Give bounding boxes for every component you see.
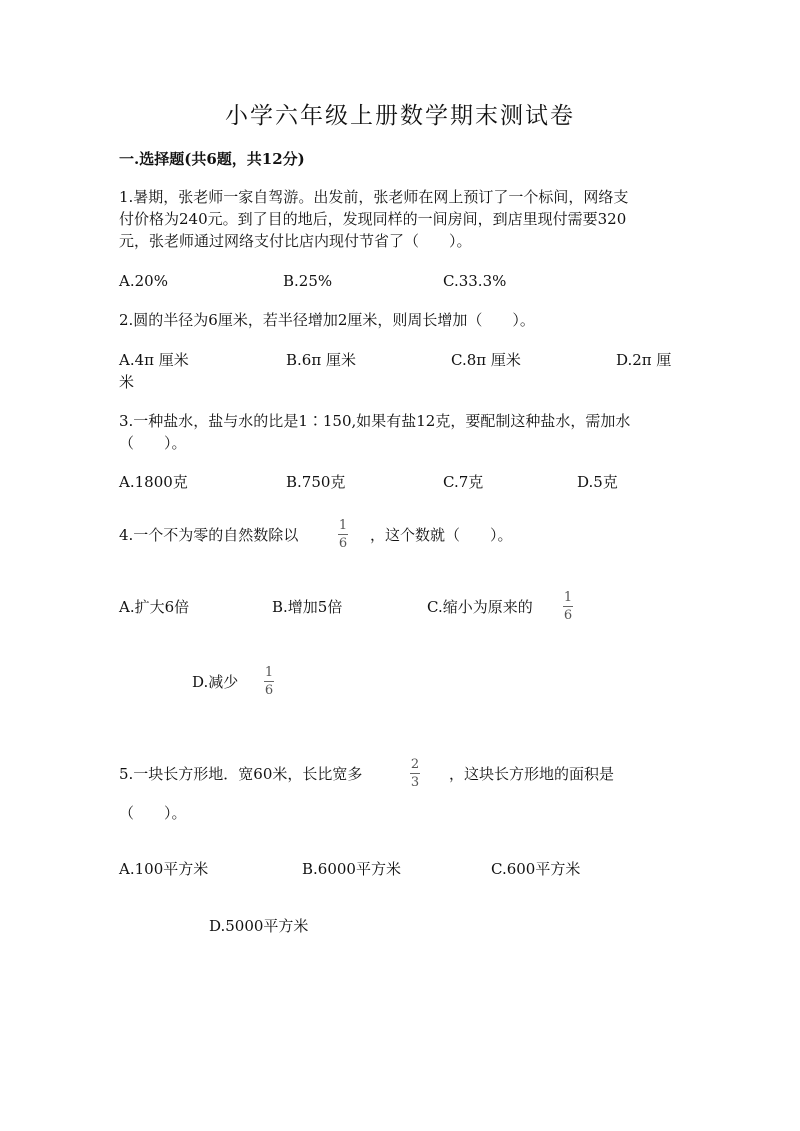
question-1-option-a[interactable]: A.20% [119, 272, 168, 290]
fraction-numerator: 1 [338, 518, 348, 533]
question-2-option-d[interactable]: D.2π 厘 [616, 351, 672, 369]
question-4-text-after: ，这个数就（ ）。 [370, 526, 513, 544]
question-4-option-c[interactable]: C.缩小为原来的 [427, 598, 533, 616]
fraction-denominator: 6 [563, 608, 573, 623]
question-1-line-2: 付价格为240元。到了目的地后，发现同样的一间房间，到店里现付需要320 [119, 210, 627, 228]
question-4-text-before: 4.一个不为零的自然数除以 [119, 526, 299, 544]
fraction-numerator: 2 [410, 757, 420, 772]
question-5-line-2: （ ）。 [119, 804, 187, 822]
question-4-option-d-fraction [264, 666, 274, 698]
question-3-option-a[interactable]: A.1800克 [119, 473, 188, 491]
question-5-option-a[interactable]: A.100平方米 [119, 860, 209, 878]
question-1-option-b[interactable]: B.25% [283, 272, 333, 290]
question-3-line-1: 3.一种盐水，盐与水的比是1∶150,如果有盐12克，要配制这种盐水，需加水 [119, 412, 631, 430]
question-5-option-b[interactable]: B.6000平方米 [302, 860, 401, 878]
page-title: 小学六年级上册数学期末测试卷 [225, 103, 575, 129]
question-4-option-c-fraction [563, 591, 573, 623]
fraction-bar [410, 773, 420, 774]
fraction-bar [264, 681, 274, 682]
question-1-line-1: 1.暑期，张老师一家自驾游。出发前，张老师在网上预订了一个标间，网络支 [119, 188, 629, 206]
question-1-line-3: 元，张老师通过网络支付比店内现付节省了（ ）。 [119, 232, 472, 250]
question-5-text-before: 5.一块长方形地．宽60米，长比宽多 [119, 765, 363, 783]
question-5-text-after: ，这块长方形地的面积是 [449, 765, 615, 783]
fraction-denominator: 3 [410, 775, 420, 790]
question-2-option-b[interactable]: B.6π 厘米 [286, 351, 356, 369]
section-heading: 一.选择题(共6题，共12分) [119, 150, 305, 168]
question-4-option-a[interactable]: A.扩大6倍 [119, 598, 190, 616]
fraction-bar [563, 606, 573, 607]
question-3-line-2: （ ）。 [119, 434, 187, 452]
question-3-option-b[interactable]: B.750克 [286, 473, 346, 491]
fraction-denominator: 6 [338, 536, 348, 551]
question-5-option-c[interactable]: C.600平方米 [491, 860, 581, 878]
fraction-numerator: 1 [563, 590, 573, 605]
question-2-option-a[interactable]: A.4π 厘米 [119, 351, 189, 369]
question-3-option-c[interactable]: C.7克 [443, 473, 484, 491]
fraction-numerator: 1 [264, 665, 274, 680]
question-5-fraction [410, 758, 420, 790]
fraction-bar [338, 534, 348, 535]
fraction-denominator: 6 [264, 683, 274, 698]
question-4-option-d[interactable]: D.减少 [192, 673, 239, 691]
question-3-option-d[interactable]: D.5克 [577, 473, 618, 491]
question-2-option-c[interactable]: C.8π 厘米 [451, 351, 521, 369]
question-4-option-b[interactable]: B.增加5倍 [272, 598, 343, 616]
question-1-option-c[interactable]: C.33.3% [443, 272, 507, 290]
question-5-option-d[interactable]: D.5000平方米 [209, 917, 309, 935]
question-4-fraction [338, 519, 348, 551]
question-2-option-d-wrap: 米 [119, 373, 135, 391]
question-2-text: 2.圆的半径为6厘米，若半径增加2厘米，则周长增加（ ）。 [119, 311, 535, 329]
